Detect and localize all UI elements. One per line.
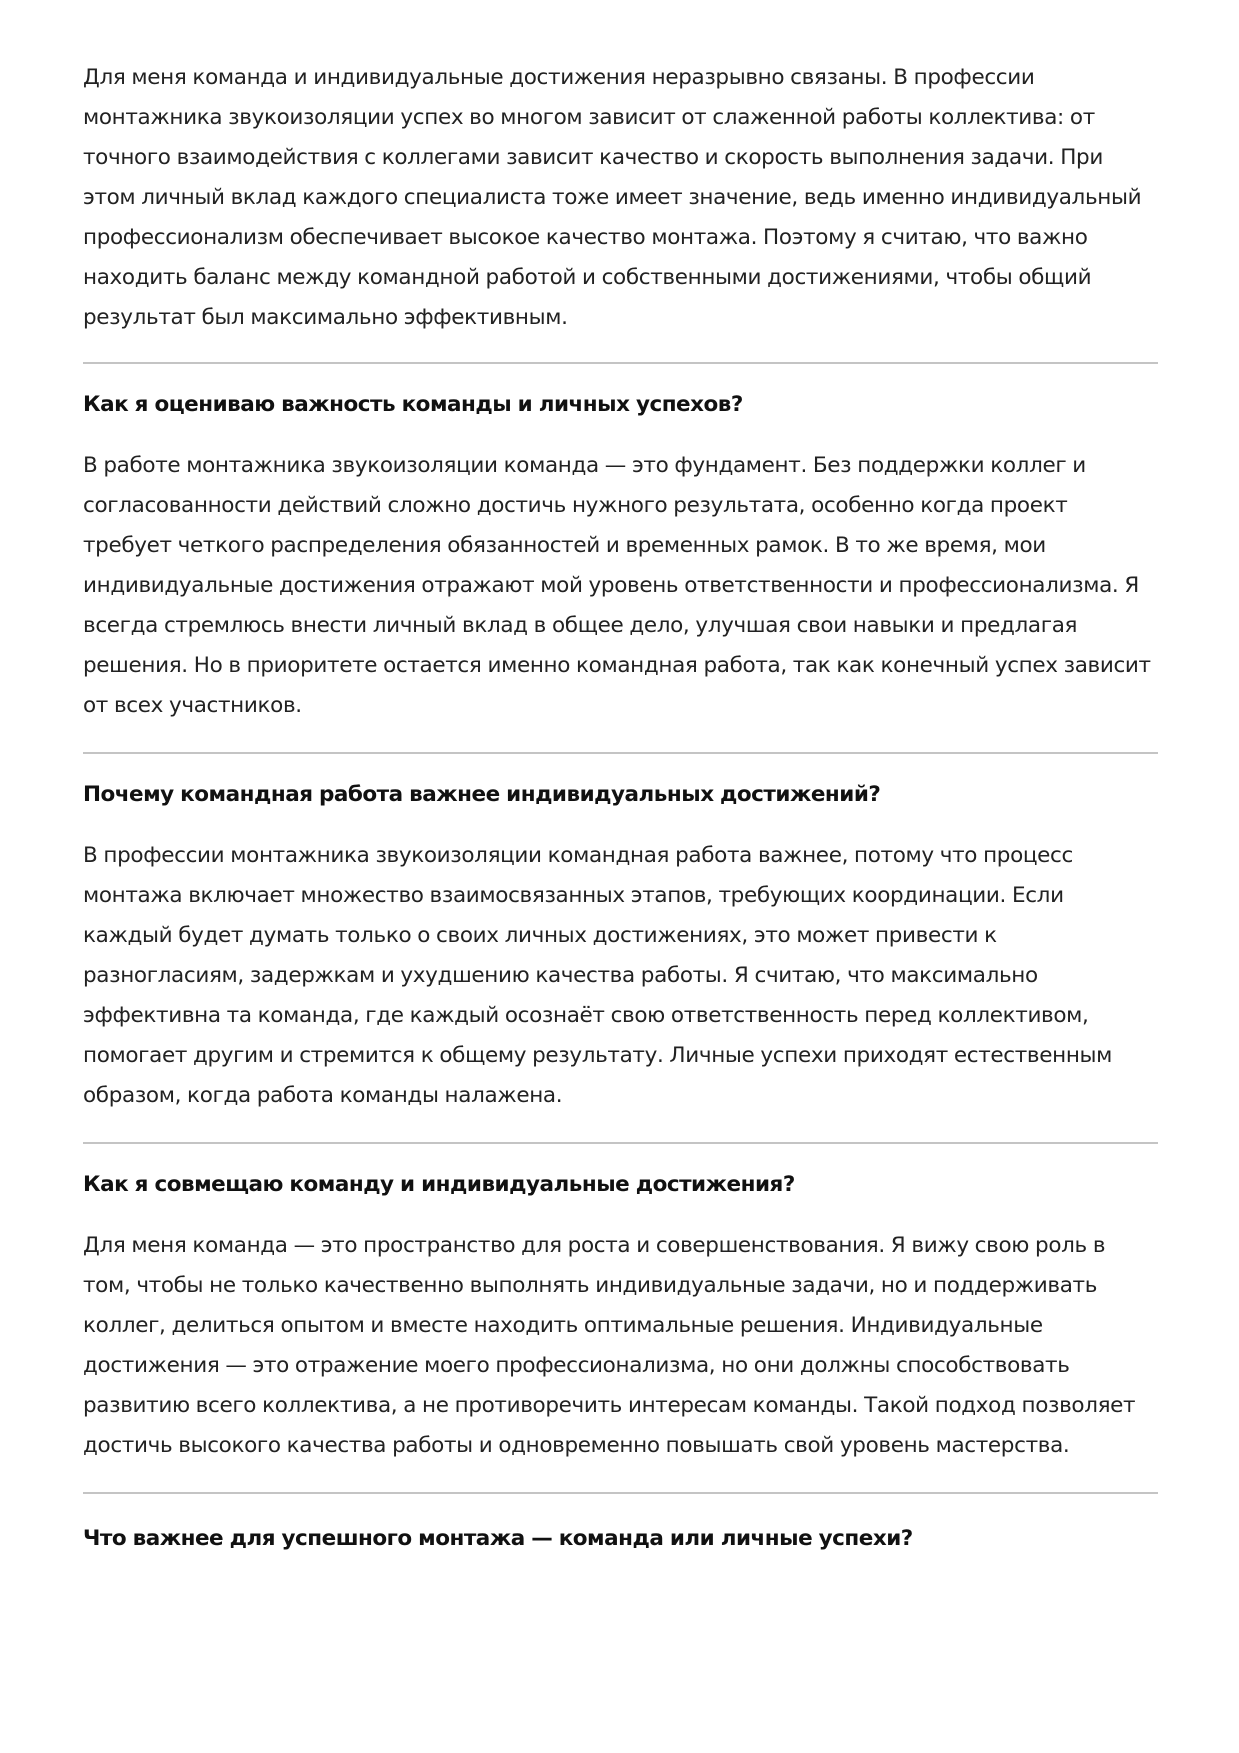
section-heading: Почему командная работа важнее индивидуальных достижений? [83, 782, 881, 807]
section-heading: Как я совмещаю команду и индивидуальные достижения? [83, 1172, 795, 1197]
section-divider [83, 362, 1158, 364]
section-divider [83, 752, 1158, 754]
section-paragraph: В работе монтажника звукоизоляции команда — это фундамент. Без поддержки коллег и согласованности действий сложно достичь нужного результата, особенно когда проект требует четкого распределения обязанностей и временных рамок. В то же время, мои индивидуальные достижения отражают мой уровень ответственности и профессионализма. Я всегда стремлюсь внести личный вклад в общее дело, улучшая свои навыки и предлагая решения. Но в приоритете остается именно командная работа, так как конечный успех зависит от всех участников. [83, 453, 1151, 718]
intro-paragraph: Для меня команда и индивидуальные достижения неразрывно связаны. В профессии монтажника звукоизоляции успех во многом зависит от слаженной работы коллектива: от точного взаимодействия с коллегами зависит качество и скорость выполнения задачи. При этом личный вклад каждого специалиста тоже имеет значение, ведь именно индивидуальный профессионализм обеспечивает высокое качество монтажа. Поэтому я считаю, что важно находить баланс между командной работой и собственными достижениями, чтобы общий результат был максимально эффективным. [83, 65, 1142, 330]
section-divider [83, 1492, 1158, 1494]
document-page [83, 58, 1158, 1554]
section-paragraph: В профессии монтажника звукоизоляции командная работа важнее, потому что процесс монтажа включает множество взаимосвязанных этапов, требующих координации. Если каждый будет думать только о своих личных достижениях, это может привести к разногласиям, задержкам и ухудшению качества работы. Я считаю, что максимально эффективна та команда, где каждый осознаёт свою ответственность перед коллективом, помогает другим и стремится к общему результату. Личные успехи приходят естественным образом, когда работа команды налажена. [83, 843, 1113, 1108]
section-heading: Что важнее для успешного монтажа — команда или личные успехи? [83, 1526, 913, 1551]
section-heading: Как я оцениваю важность команды и личных успехов? [83, 392, 743, 417]
section-paragraph: Для меня команда — это пространство для роста и совершенствования. Я вижу свою роль в том, чтобы не только качественно выполнять индивидуальные задачи, но и поддерживать коллег, делиться опытом и вместе находить оптимальные решения. Индивидуальные достижения — это отражение моего профессионализма, но они должны способствовать развитию всего коллектива, а не противоречить интересам команды. Такой подход позволяет достичь высокого качества работы и одновременно повышать свой уровень мастерства. [83, 1233, 1136, 1458]
section-divider [83, 1142, 1158, 1144]
